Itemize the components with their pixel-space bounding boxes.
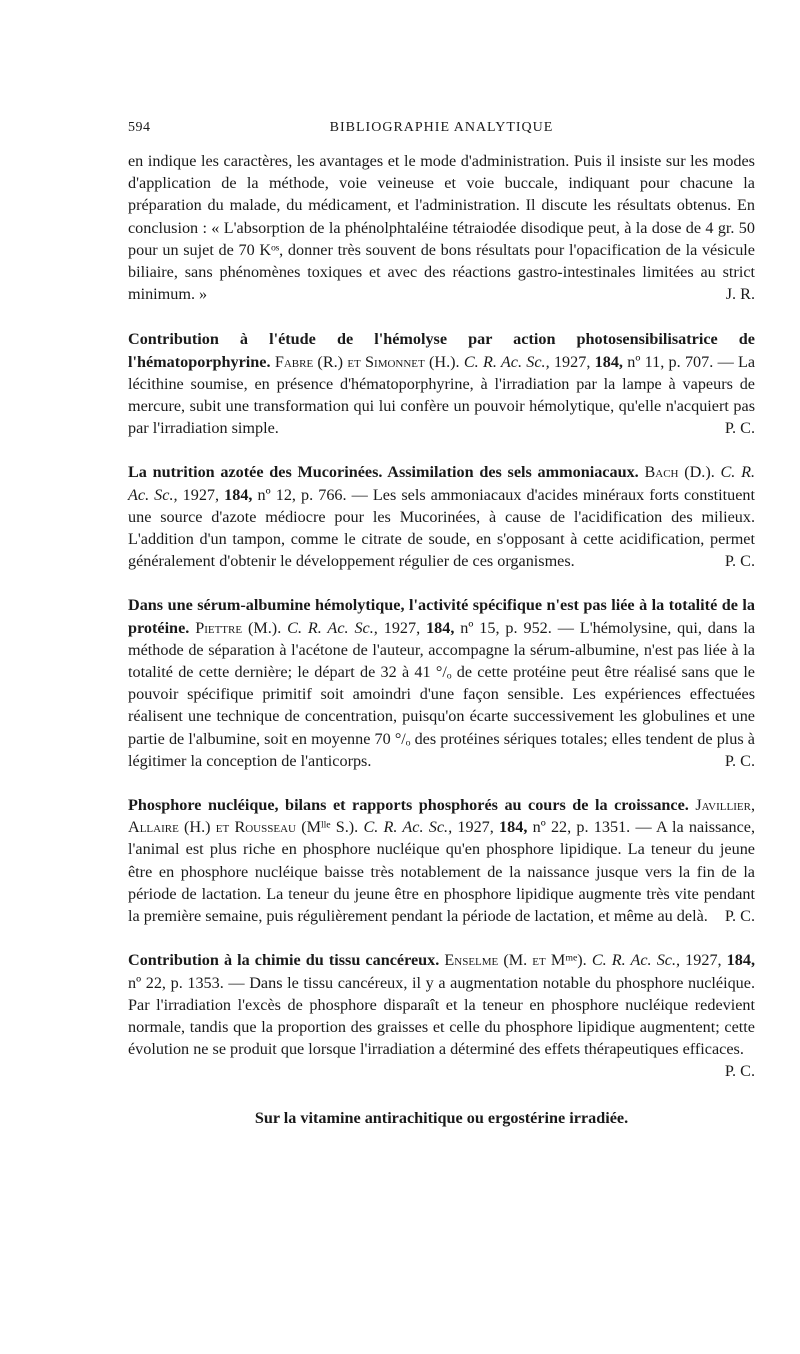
entry-year: 1927, — [553, 352, 591, 371]
next-entry-title: Sur la vitamine antirachitique ou ergostérine irradiée. — [254, 1108, 629, 1127]
reviewer-initials: P. C. — [724, 1062, 755, 1081]
entry-volume: 184, — [499, 818, 528, 837]
entry-title: Dans une sérum-albumine hémolytique, l'activité spécifique n'est pas liée à la totalité de la protéine. — [128, 596, 755, 637]
entry-volume: 184, — [224, 485, 253, 504]
entry-abstract: — La lécithine soumise, en présence d'hématoporphyrine, à l'irradiation par la lampe à vapeurs de mercure, subit une transformation qui lui confère un pouvoir hémolytique, qu'elle n'acquiert pas par l'irradiation simple. — [128, 352, 756, 438]
page-number: 594 — [128, 120, 151, 135]
entry-authors: Piettre (M.). — [195, 618, 282, 637]
entry-journal: C. R. Ac. Sc., — [463, 352, 550, 371]
bibliography-entry — [128, 594, 755, 772]
entry-journal: C. R. Ac. Sc., — [128, 463, 756, 504]
entry-volume: 184, — [594, 352, 623, 371]
entry-year: 1927, — [685, 951, 722, 970]
entry-abstract: — Dans le tissu cancéreux, il y a augmentation notable du phosphore nucléique. Par l'irradiation l'excès de phosphore disparaît et la teneur en phosphore nucléique redevient normale, tandis que la proportion des graisses et celle du phosphore lipidique augmentent; cette évolution ne se produit que lorsque l'irradiation a déterminé des effets thérapeutiques efficaces. — [128, 973, 755, 1059]
body-text — [128, 150, 755, 1129]
reviewer-initials: P. C. — [724, 419, 755, 438]
bibliography-entry — [128, 794, 755, 927]
reviewer-initials: J. R. — [725, 285, 755, 304]
entry-abstract: — Les sels ammoniacaux d'acides minéraux forts constituent une source d'azote médiocre pour les Mucorinées, à cause de l'acidification des milieux. L'addition d'un tampon, comme le citrate de soude, en s'opposant à cette acidification, permet généralement d'obtenir le développement régulier de ces organismes. — [128, 485, 756, 571]
entry-issue-page: nº 12, p. 766. — [257, 485, 347, 504]
entry-title: Contribution à l'étude de l'hémolyse par action photosensibilisatrice de l'hématoporphyrine. — [128, 330, 755, 371]
entry-year: 1927, — [383, 618, 421, 637]
entry-volume: 184, — [726, 951, 755, 970]
running-title: BIBLIOGRAPHIE ANALYTIQUE — [329, 120, 554, 135]
entry-year: 1927, — [457, 818, 494, 837]
entry-issue-page: nº 22, p. 1351. — [532, 818, 631, 837]
entry-title: Contribution à la chimie du tissu cancéreux. — [128, 951, 440, 970]
reviewer-initials: P. C. — [724, 751, 755, 770]
entry-issue-page: nº 11, p. 707. — [627, 352, 714, 371]
continuation-text: en indique les caractères, les avantages et le mode d'administration. Puis il insiste sur les modes d'application de la méthode, voie veineuse et voie buccale, indiquant pour chacune la préparation du malade, du médicament, et l'administration. Il discute les résultats obtenus. En conclusion : « L'absorption de la phénolphtaléine tétraiodée disodique peut, à la dose de 4 gr. 50 pour un sujet de 70 Kᵒˢ, donner très souvent de bons résultats pour l'opacification de la vésicule biliaire, sans phénomènes toxiques et avec des réactions gastro-intestinales limitées au strict minimum. » — [128, 152, 755, 304]
entry-abstract: — A la naissance, l'animal est plus riche en phosphore nucléique qu'en phosphore lipidique. La teneur du jeune être en phosphore nucléique baisse très notablement de la naissance jusque vers la fin de la période de lactation. La teneur du jeune être en phosphore lipidique augmente très vite pendant la première semaine, puis régulièrement pendant la période de lactation, et même au delà. — [128, 818, 755, 926]
entry-title: La nutrition azotée des Mucorinées. Assimilation des sels ammoniacaux. — [128, 463, 639, 482]
entry-journal: C. R. Ac. Sc., — [363, 818, 453, 837]
entry-volume: 184, — [426, 618, 455, 637]
entry-issue-page: nº 22, p. 1353. — [128, 973, 224, 992]
bibliography-entry — [128, 328, 755, 439]
running-head — [128, 120, 755, 144]
bibliography-entry — [128, 461, 755, 572]
reviewer-initials: P. C. — [724, 907, 755, 926]
reviewer-initials: P. C. — [724, 552, 755, 571]
entry-authors: Javillier, Allaire (H.) et Rousseau (Mˡˡᵉ S.). — [128, 796, 755, 837]
entry-year: 1927, — [182, 485, 220, 504]
entry-journal: C. R. Ac. Sc., — [591, 951, 681, 970]
bibliography-entry — [128, 949, 755, 1082]
entry-title: Phosphore nucléique, bilans et rapports phosphorés au cours de la croissance. — [128, 796, 689, 815]
entry-journal: C. R. Ac. Sc., — [287, 618, 378, 637]
entry-authors: Bach (D.). — [644, 463, 715, 482]
entry-abstract: — L'hémolysine, qui, dans la méthode de séparation à l'acétone de l'auteur, accompagne la sérum-albumine, n'est pas liée à la totalité de cette dernière; le départ de 32 à 41 °/ₒ de cette protéine peut être réalisé sans que le pouvoir spécifique primitif soit amoindri d'une façon sensible. Les expériences effectuées réalisent une technique de concentration, puisqu'on écarte successivement les globulines et une partie de l'albumine, soit en moyenne 70 °/ₒ des protéines sériques totales; elles tendent de plus à légitimer la conception de l'anticorps. — [128, 618, 756, 770]
continuation-paragraph — [128, 150, 755, 305]
entry-authors: Enselme (M. et Mᵐᵉ). — [444, 951, 587, 970]
entry-authors: Fabre (R.) et Simonnet (H.). — [274, 352, 460, 371]
entry-issue-page: nº 15, p. 952. — [460, 618, 552, 637]
